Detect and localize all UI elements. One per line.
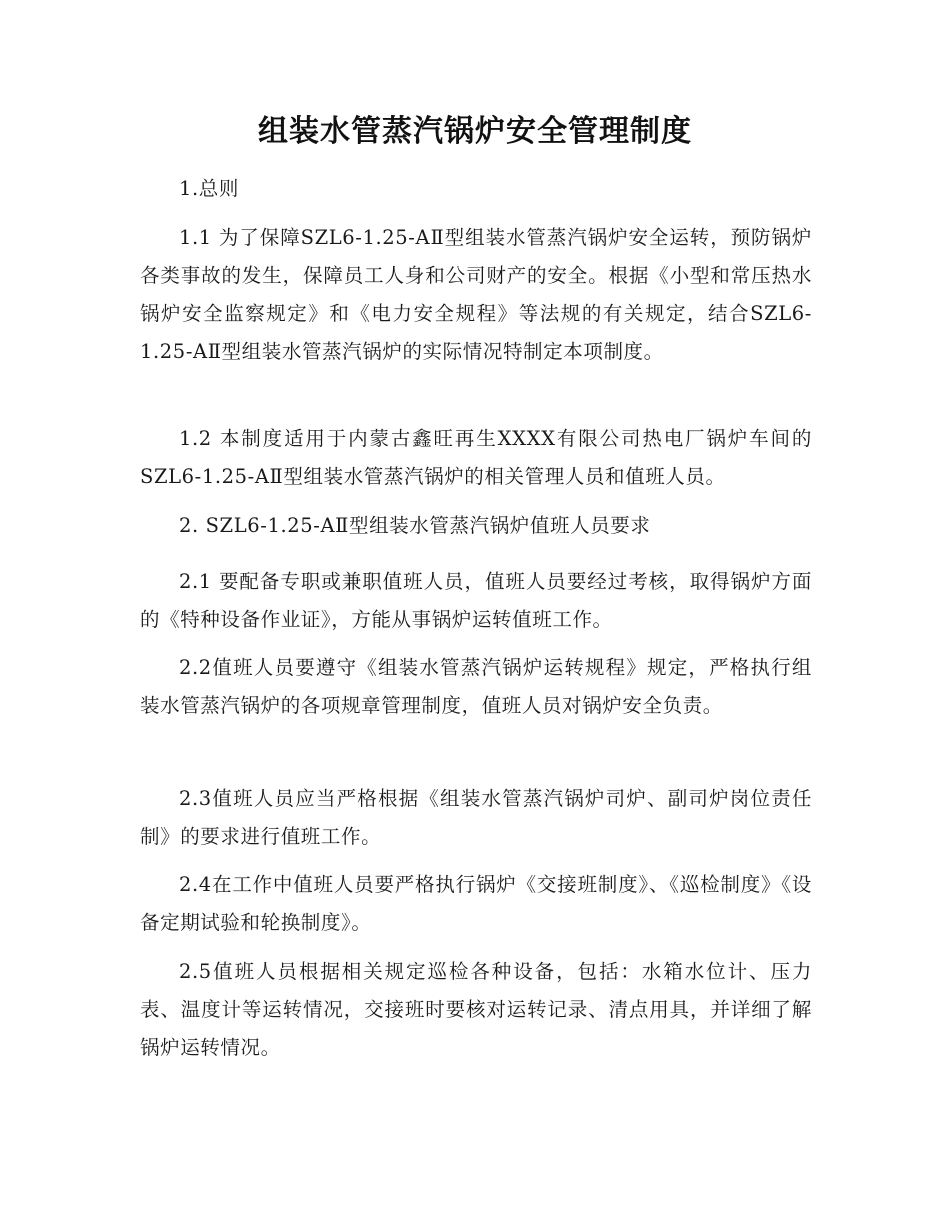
paragraph-2-1: 2.1 要配备专职或兼职值班人员，值班人员要经过考核，取得锅炉方面的《特种设备作业证》，方能从事锅炉运转值班工作。 [140,570,812,631]
paragraph-2-4: 2.4在工作中值班人员要严格执行锅炉《交接班制度》、《巡检制度》《设备定期试验和轮换制度》。 [140,873,812,934]
paragraph-1-2: 1.2 本制度适用于内蒙古鑫旺再生XXXX有限公司热电厂锅炉车间的SZL6-1.25-AⅡ型组装水管蒸汽锅炉的相关管理人员和值班人员。 [140,427,812,488]
paragraph-2-3: 2.3值班人员应当严格根据《组装水管蒸汽锅炉司炉、副司炉岗位责任制》的要求进行值班工作。 [140,787,812,848]
document-title: 组装水管蒸汽锅炉安全管理制度 [258,114,692,149]
paragraph-2-5: 2.5值班人员根据相关规定巡检各种设备，包括：水箱水位计、压力表、温度计等运转情况，交接班时要核对运转记录、清点用具，并详细了解锅炉运转情况。 [140,960,812,1059]
paragraph-general: 1.总则 [179,177,240,200]
paragraph-section-2: 2. SZL6-1.25-AⅡ型组装水管蒸汽锅炉值班人员要求 [179,514,651,537]
paragraph-2-2: 2.2值班人员要遵守《组装水管蒸汽锅炉运转规程》规定，严格执行组装水管蒸汽锅炉的各项规章管理制度，值班人员对锅炉安全负责。 [140,656,812,717]
paragraph-1-1: 1.1 为了保障SZL6-1.25-AⅡ型组装水管蒸汽锅炉安全运转，预防锅炉各类事故的发生，保障员工人身和公司财产的安全。根据《小型和常压热水锅炉安全监察规定》和《电力安全规程》等法规的有关规定，结合SZL6-1.25-AⅡ型组装水管蒸汽锅炉的实际情况特制定本项制度。 [140,226,812,363]
